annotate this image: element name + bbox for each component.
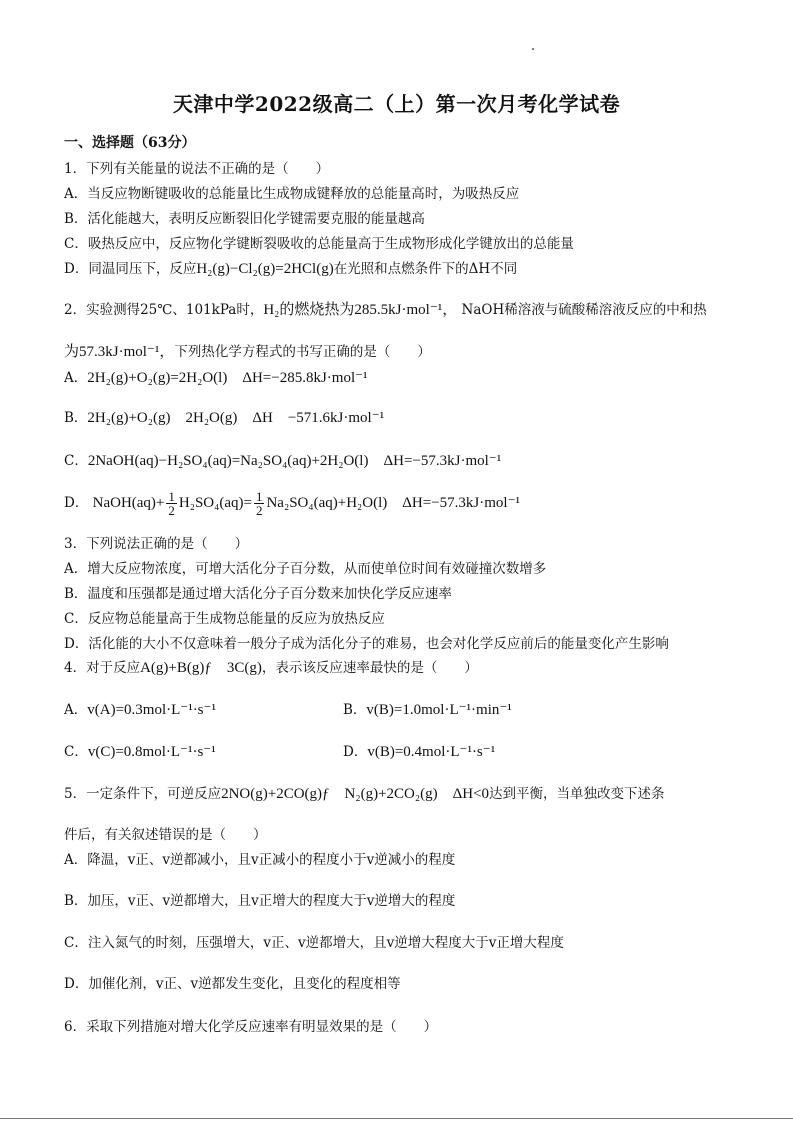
q5-stem-a: 5．一定条件下，可逆反应 bbox=[64, 786, 222, 802]
q4-stem-a: 4．对于反应 bbox=[64, 660, 141, 676]
q5-option-b: B．加压，v正、v逆都增大，且v正增大的程度大于v逆增大的程度 bbox=[64, 893, 456, 909]
page-title: 天津中学2022级高二（上）第一次月考化学试卷 bbox=[172, 92, 621, 116]
fraction2-numerator: 1 bbox=[255, 489, 263, 504]
q3-option-d: D．活化能的大小不仅意味着一般分子成为活化分子的难易，也会对化学反应前后的能量变化产生影响 bbox=[64, 636, 669, 652]
q2-option-d-eq-c: Na₂SO₄(aq)+H₂O(l) ΔH=−57.3kJ·mol⁻¹ bbox=[266, 495, 520, 511]
section-heading: 一、选择题（63分） bbox=[64, 135, 196, 151]
q4-stem-b: ，表示该反应速率最快的是（ ） bbox=[261, 660, 478, 676]
q4-stem-equation: A(g)+B(g)ƒ 3C(g) bbox=[140, 660, 262, 676]
q1-stem: 1．下列有关能量的说法不正确的是（ ） bbox=[64, 161, 330, 177]
fraction1-numerator: 1 bbox=[168, 489, 175, 504]
q2-option-c-label: C． bbox=[64, 453, 88, 469]
q4-option-c bbox=[64, 740, 216, 761]
q2-stem-line1 bbox=[64, 298, 707, 319]
bottom-rule bbox=[0, 1118, 793, 1119]
q2-option-c-equation: 2NaOH(aq)−H₂SO₄(aq)=Na₂SO₄(aq)+2H₂O(l) ΔH=−57.3kJ·mol⁻¹ bbox=[87, 453, 502, 469]
fraction2-denominator: 2 bbox=[255, 503, 263, 518]
q2-option-c bbox=[64, 449, 501, 470]
q4-option-b bbox=[343, 698, 512, 719]
q4-option-d bbox=[343, 740, 495, 761]
q5-option-a: A．降温，v正、v逆都减小，且v正减小的程度小于v逆减小的程度 bbox=[64, 852, 456, 868]
page-dot bbox=[532, 48, 534, 50]
q5-option-c: C．注入氮气的时刻，压强增大，v正、v逆都增大，且v逆增大程度大于v正增大程度 bbox=[64, 935, 564, 951]
q3-option-c: C．反应物总能量高于生成物总能量的反应为放热反应 bbox=[64, 611, 385, 627]
q2-option-b-label: B． bbox=[64, 410, 88, 426]
q1-option-b: B．活化能越大，表明反应断裂旧化学键需要克服的能量越高 bbox=[64, 211, 425, 227]
q2-option-d-fraction2 bbox=[254, 490, 265, 517]
q6-stem: 6．采取下列措施对增大化学反应速率有明显效果的是（ ） bbox=[64, 1019, 438, 1035]
q2-option-a-equation: 2H₂(g)+O₂(g)=2H₂O(l) ΔH=−285.8kJ·mol⁻¹ bbox=[87, 370, 368, 386]
q3-option-b: B．温度和压强都是通过增大活化分子百分数来加快化学反应速率 bbox=[64, 586, 452, 602]
q2-stem2-b: 下列热化学方程式的书写正确的是（ ） bbox=[174, 344, 431, 360]
q5-stem-line2: 件后，有关叙述错误的是（ ） bbox=[64, 827, 267, 843]
q2-option-d-eq-a: NaOH(aq)+ bbox=[92, 495, 165, 511]
q2-stem-a: 2．实验测得25℃、101kPa时， bbox=[64, 302, 264, 318]
q2-option-d-label: D． bbox=[64, 495, 89, 511]
q5-stem-b: 达到平衡，当单独改变下述条 bbox=[489, 786, 665, 802]
q4-option-d-label: D． bbox=[343, 744, 368, 760]
q2-option-a-label: A． bbox=[64, 370, 88, 386]
q2-stem-line2 bbox=[64, 340, 431, 361]
q4-option-a-equation: v(A)=0.3mol·L⁻¹·s⁻¹ bbox=[87, 702, 216, 718]
q4-stem bbox=[64, 656, 478, 677]
q4-option-c-equation: v(C)=0.8mol·L⁻¹·s⁻¹ bbox=[87, 744, 216, 760]
q2-stem2-a: 为57.3kJ·mol⁻¹， bbox=[64, 344, 175, 360]
q1-option-d-pre: D．同温同压下，反应 bbox=[64, 261, 197, 277]
q4-option-b-equation: v(B)=1.0mol·L⁻¹·min⁻¹ bbox=[366, 702, 512, 718]
q2-option-d-fraction1 bbox=[166, 490, 177, 517]
q2-option-b-equation: 2H₂(g)+O₂(g) 2H₂O(g) ΔH −571.6kJ·mol⁻¹ bbox=[87, 410, 385, 426]
q4-option-b-label: B． bbox=[343, 702, 367, 718]
q1-option-c: C．吸热反应中，反应物化学键断裂吸收的总能量高于生成物形成化学键放出的总能量 bbox=[64, 236, 574, 252]
q2-option-b bbox=[64, 406, 384, 427]
q2-option-d-eq-b: H₂SO₄(aq)= bbox=[178, 495, 252, 511]
q2-stem-b: H₂的燃烧热为285.5kJ·mol⁻¹， bbox=[263, 302, 458, 318]
q4-option-d-equation: v(B)=0.4mol·L⁻¹·s⁻¹ bbox=[367, 744, 496, 760]
q2-option-d bbox=[64, 490, 520, 517]
q5-stem-line1 bbox=[64, 782, 665, 803]
q5-option-d: D．加催化剂，v正、v逆都发生变化，且变化的程度相等 bbox=[64, 976, 401, 992]
q4-option-a bbox=[64, 698, 216, 719]
fraction1-denominator: 2 bbox=[168, 503, 175, 518]
q1-option-d-equation: H₂(g)−Cl₂(g)=2HCl(g) bbox=[196, 261, 334, 277]
q5-stem-equation: 2NO(g)+2CO(g)ƒ N₂(g)+2CO₂(g) ΔH<0 bbox=[221, 786, 490, 802]
q1-option-d-post: 在光照和点燃条件下的ΔH不同 bbox=[333, 261, 518, 277]
q4-option-a-label: A． bbox=[64, 702, 88, 718]
q2-option-a bbox=[64, 366, 368, 387]
q1-option-a: A．当反应物断键吸收的总能量比生成物成键释放的总能量高时，为吸热反应 bbox=[64, 186, 520, 202]
q2-stem-c: NaOH稀溶液与硫酸稀溶液反应的中和热 bbox=[461, 302, 707, 318]
q4-option-c-label: C． bbox=[64, 744, 88, 760]
q3-option-a: A．增大反应物浓度，可增大活化分子百分数，从而使单位时间有效碰撞次数增多 bbox=[64, 561, 547, 577]
q1-option-d bbox=[64, 257, 517, 278]
q3-stem: 3．下列说法正确的是（ ） bbox=[64, 536, 249, 552]
